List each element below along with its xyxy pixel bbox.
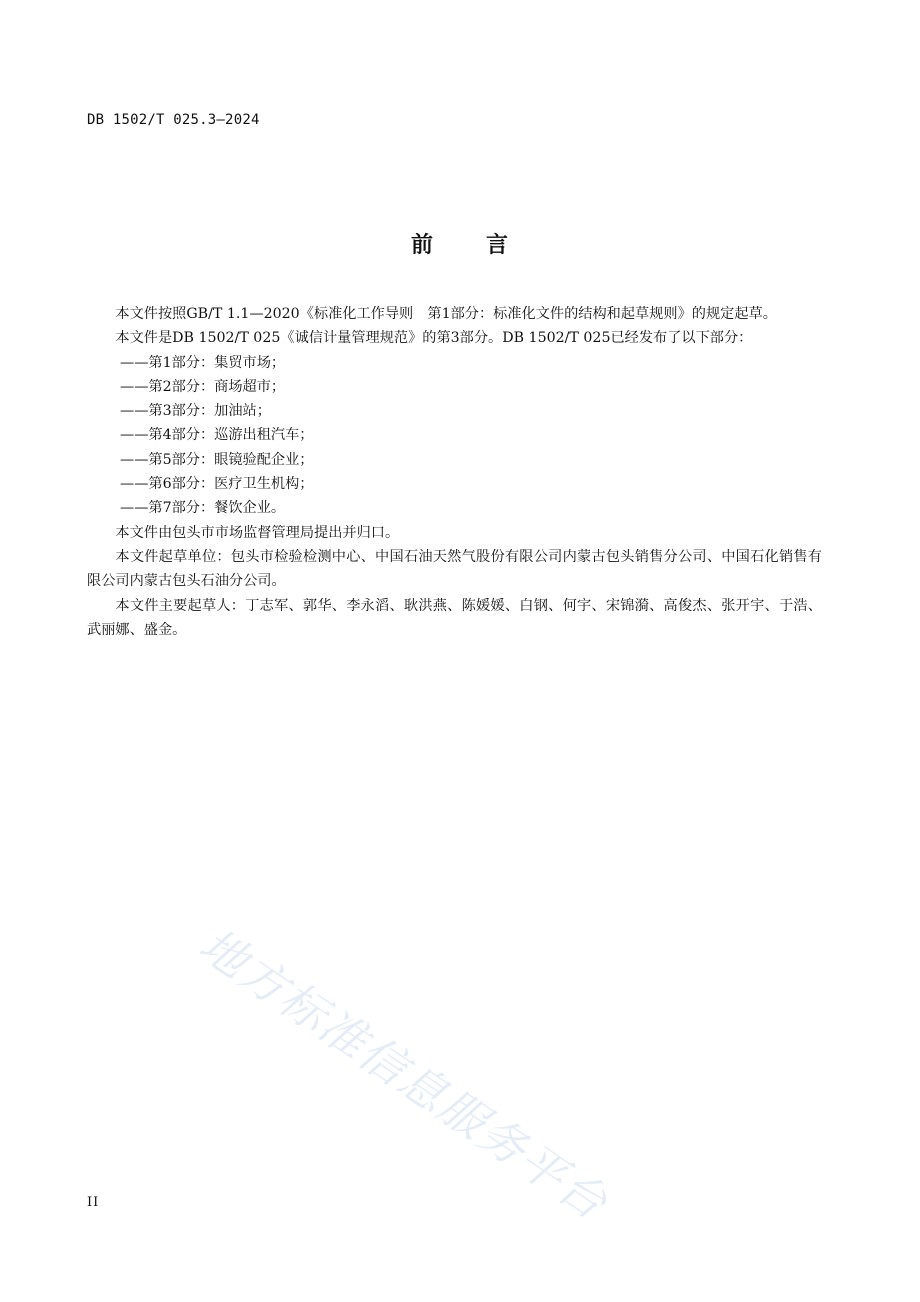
list-item-part-3: ——第3部分：加油站；: [120, 403, 271, 420]
list-item-part-4: ——第4部分：巡游出租汽车；: [120, 427, 314, 444]
list-item-part-6: ——第6部分：医疗卫生机构；: [120, 476, 314, 493]
list-item-part-1: ——第1部分：集贸市场；: [120, 354, 286, 371]
paragraph-drafting-rules: 本文件按照GB/T 1.1—2020《标准化工作导则 第1部分：标准化文件的结构和起草规则》的规定起草。: [115, 306, 777, 322]
paragraph-proposer: 本文件由包头市市场监督管理局提出并归口。: [115, 524, 400, 541]
document-code: DB 1502/T 025.3—2024: [87, 112, 260, 128]
foreword-body: [87, 302, 822, 642]
paragraph-series-intro: 本文件是DB 1502/T 025《诚信计量管理规范》的第3部分。DB 1502/T 025已经发布了以下部分：: [115, 330, 753, 347]
title-char-2: 言: [486, 233, 510, 258]
list-item-part-2: ——第2部分：商场超市；: [120, 378, 286, 395]
watermark: 地方标准信息服务平台: [189, 917, 618, 1231]
paragraph-drafters: 本文件主要起草人：丁志军、郭华、李永滔、耿洪燕、陈媛媛、白钢、何宇、宋锦漪、高俊杰、张开宇、于浩、武丽娜、盛金。: [87, 597, 822, 638]
list-item-part-5: ——第5部分：眼镜验配企业；: [120, 451, 314, 468]
list-item-part-7: ——第7部分：餐饮企业。: [120, 500, 286, 517]
paragraph-drafting-units: 本文件起草单位：包头市检验检测中心、中国石油天然气股份有限公司内蒙古包头销售分公司、中国石化销售有限公司内蒙古包头石油分公司。: [87, 548, 822, 590]
title-char-1: 前: [410, 233, 434, 258]
page-number: II: [87, 1195, 100, 1210]
page-title: [0, 228, 920, 259]
